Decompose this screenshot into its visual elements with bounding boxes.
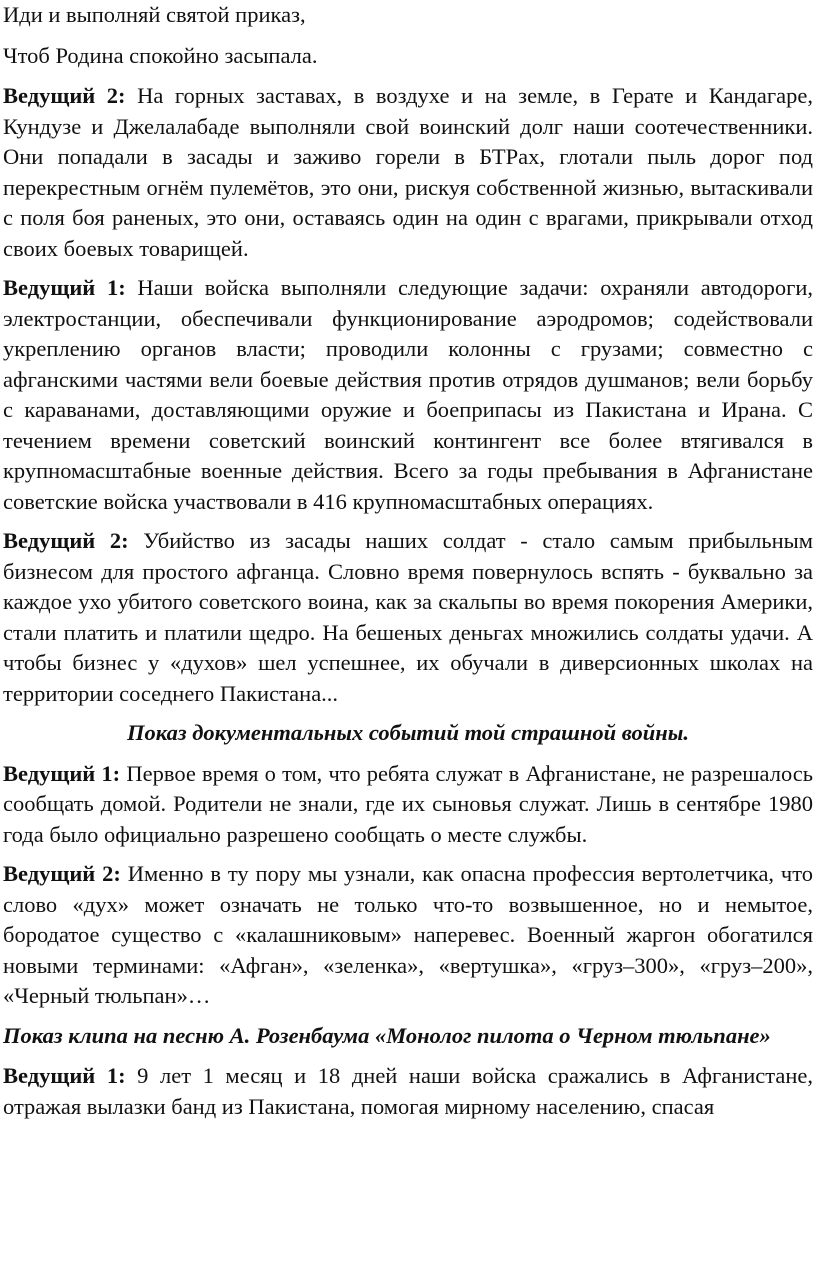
speaker-label: Ведущий 1: (3, 1063, 126, 1088)
speaker-label: Ведущий 2: (3, 83, 126, 108)
paragraph-text: Убийство из засады наших солдат - стало самым прибыльным бизнесом для простого афганца. Словно время повернулось вспять - буквально за каждое ухо убитого советского воина, как за скальпы во время покорения Америки, стали платить и платили щедро. На бешеных деньгах множились солдаты удачи. А чтобы бизнес у «духов» шел успешнее, их обучали в диверсионных школах на территории соседнего Пакистана... (3, 528, 814, 706)
poem-line-2: Чтоб Родина спокойно засыпала. (3, 42, 318, 68)
paragraph-presenter-1-first-time (3, 759, 813, 851)
paragraph-presenter-1-tasks (3, 273, 813, 517)
speaker-label: Ведущий 1: (3, 275, 126, 300)
poem-line-1: Иди и выполняй святой приказ, (3, 2, 306, 27)
speaker-label: Ведущий 2: (3, 861, 121, 886)
speaker-label: Ведущий 1: (3, 760, 121, 786)
section-heading-clip: Показ клипа на песню А. Розенбаума «Монолог пилота о Черном тюльпане» (3, 1022, 771, 1048)
paragraph-presenter-2-outposts (3, 81, 813, 264)
section-heading-documentary: Показ документальных событий той страшной войны. (126, 720, 690, 745)
paragraph-presenter-1-nine-years (3, 1061, 813, 1122)
paragraph-text: Наши войска выполняли следующие задачи: охраняли автодороги, электростанции, обеспечивали функционирование аэродромов; содействовали укреплению органов власти; проводили колонны с грузами; совместно с афганскими частями вели боевые действия против отрядов душманов; вели борьбу с караванами, доставляющими оружие и боеприпасы из Пакистана и Ирана. С течением времени советский воинский контингент все более втягивался в крупномасштабные военные действия. Всего за годы пребывания в Афганистане советские войска участвовали в 416 крупномасштабных операциях. (3, 275, 814, 514)
paragraph-text: Первое время о том, что ребята служат в Афганистане, не разрешалось сообщать домой. Родители не знали, где их сыновья служат. Лишь в сентябре 1980 года было официально разрешено сообщать о месте службы. (3, 760, 813, 847)
paragraph-text: На горных заставах, в воздухе и на земле, в Герате и Кандагаре, Кундузе и Джелалабаде выполняли свой воинский долг наши соотечественники. Они попадали в засады и заживо горели в БТРах, глотали пыль дорог под перекрестным огнём пулемётов, это они, рискуя собственной жизнью, вытаскивали с поля боя раненых, это они, оставаясь один на один с врагами, прикрывали отход своих боевых товарищей. (3, 83, 813, 261)
speaker-label: Ведущий 2: (3, 528, 129, 553)
paragraph-presenter-2-ambush (3, 526, 813, 709)
paragraph-text: Именно в ту пору мы узнали, как опасна профессия вертолетчика, что слово «дух» может означать не только что-то возвышенное, но и немытое, бородатое существо с «калашниковым» наперевес. Военный жаргон обогатился новыми терминами: «Афган», «зеленка», «вертушка», «груз–300», «груз–200», «Черный тюльпан»… (3, 861, 814, 1008)
paragraph-presenter-2-jargon (3, 859, 813, 1012)
paragraph-text: 9 лет 1 месяц и 18 дней наши войска сражались в Афганистане, отражая вылазки банд из Пакистана, помогая мирному населению, спасая (3, 1063, 814, 1119)
